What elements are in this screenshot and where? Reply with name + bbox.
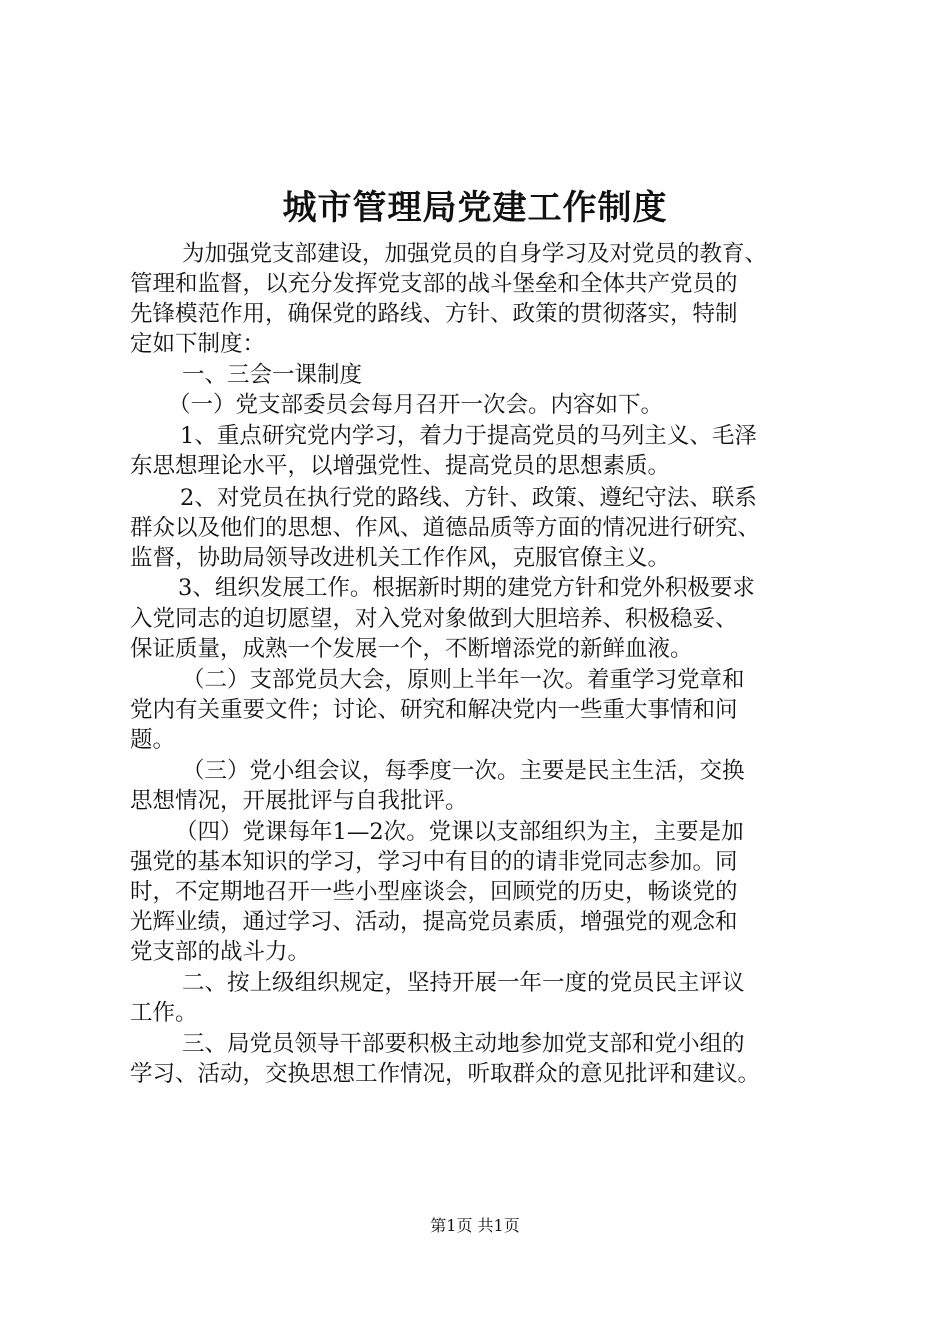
body-line: 为加强党支部建设，加强党员的自身学习及对党员的教育、	[182, 241, 768, 267]
section-heading: 三、局党员领导干部要积极主动地参加党支部和党小组的	[182, 1031, 745, 1057]
body-line: 保证质量，成熟一个发展一个，不断增添党的新鲜血液。	[130, 636, 693, 662]
subsection-heading: （三）党小组会议，每季度一次。主要是民主生活，交换	[182, 758, 745, 784]
page-footer: 第1页 共1页	[430, 1216, 520, 1235]
body-line: 时，不定期地召开一些小型座谈会，回顾党的历史，畅谈党的	[130, 879, 738, 905]
body-line: 东思想理论水平，以增强党性、提高党员的思想素质。	[130, 453, 671, 479]
body-line: 群众以及他们的思想、作风、道德品质等方面的情况进行研究、	[130, 515, 761, 541]
document-title: 城市管理局党建工作制度	[282, 188, 668, 228]
body-line: 党内有关重要文件；讨论、研究和解决党内一些重大事情和问	[130, 697, 738, 723]
body-line: 3、组织发展工作。根据新时期的建党方针和党外积极要求	[178, 575, 755, 601]
body-line: 题。	[130, 727, 176, 753]
section-heading: 二、按上级组织规定，坚持开展一年一度的党员民主评议	[182, 970, 745, 996]
body-line: 管理和监督，以充分发挥党支部的战斗堡垒和全体共产党员的	[130, 271, 738, 297]
body-line: 强党的基本知识的学习，学习中有目的的请非党同志参加。同	[130, 849, 738, 875]
body-line: 光辉业绩，通过学习、活动，提高党员素质，增强党的观念和	[130, 909, 738, 935]
body-line: 工作。	[130, 1000, 198, 1026]
subsection-heading: （四）党课每年1—2次。党课以支部组织为主，主要是加	[175, 819, 744, 845]
body-line: 先锋模范作用，确保党的路线、方针、政策的贯彻落实，特制	[130, 301, 738, 327]
subsection-heading: （一）党支部委员会每月召开一次会。内容如下。	[168, 392, 664, 418]
body-line: 2、对党员在执行党的路线、方针、政策、遵纪守法、联系	[180, 485, 757, 511]
section-heading: 一、三会一课制度	[182, 362, 363, 388]
body-line: 思想情况，开展批评与自我批评。	[130, 788, 468, 814]
body-line: 学习、活动，交换思想工作情况，听取群众的意见批评和建议。	[130, 1061, 761, 1087]
body-line: 定如下制度：	[130, 331, 266, 357]
subsection-heading: （二）支部党员大会，原则上半年一次。着重学习党章和	[182, 667, 745, 693]
body-line: 监督，协助局领导改进机关工作作风，克服官僚主义。	[130, 545, 671, 571]
body-line: 1、重点研究党内学习，着力于提高党员的马列主义、毛泽	[180, 423, 757, 449]
body-line: 党支部的战斗力。	[130, 939, 311, 965]
body-line: 入党同志的迫切愿望，对入党对象做到大胆培养、积极稳妥、	[130, 606, 738, 632]
